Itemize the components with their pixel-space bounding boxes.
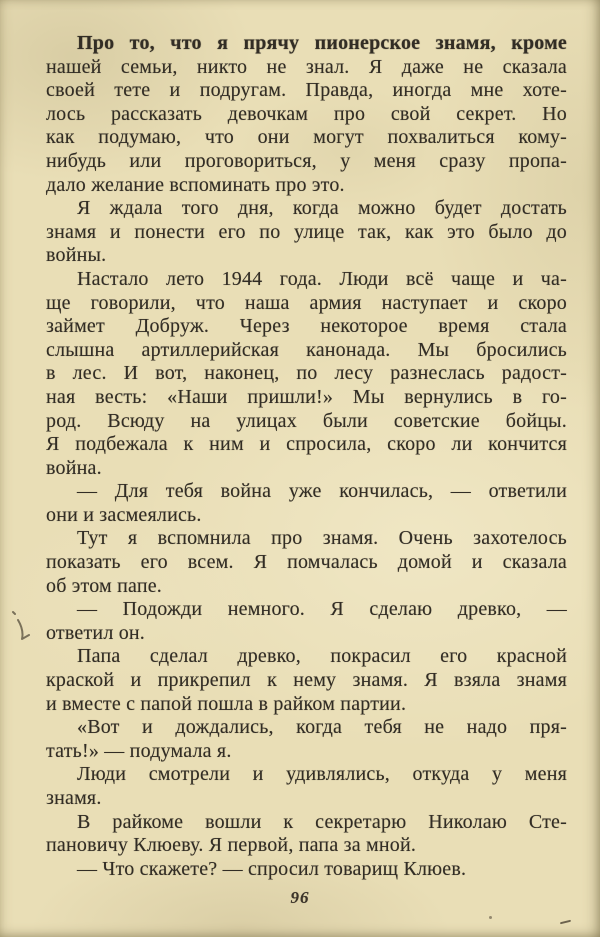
text-line: В райкоме вошли к секретарю Николаю Сте- [77,810,567,833]
text-line: об этом папе. [46,574,163,597]
text-line: Тут я вспомнила про знамя. Очень захотелось [77,527,567,550]
text-line: — Что скажете? — спросил товарищ Клюев. [77,857,467,880]
text-line: они и засмеялись. [46,503,202,526]
text-line: «Вот и дождались, когда тебя не надо пря- [77,716,567,739]
pencil-stroke-icon [10,606,36,654]
text-line: война. [46,456,102,479]
page-number: 96 [290,888,310,907]
text-line: нашей семьи, никто не знал. Я даже не сказала [46,55,567,78]
text-line: краской и прикрепил к нему знамя. Я взяла знамя [46,669,567,692]
ink-dash [560,920,571,925]
text-line: в лес. И вот, наконец, по лесу разнеслась радост- [46,362,567,385]
text-line: Я ждала того дня, когда можно будет достать [77,197,567,220]
text-line: — Подожди немного. Я сделаю древко, — [77,598,567,621]
text-line: род. Всюду на улицах были советские бойцы. [46,409,567,432]
text-line: Про то, что я прячу пионерское знамя, кроме [77,32,567,54]
text-line: ще говорили, что наша армия наступает и скоро [46,291,567,314]
text-line: слышна артиллерийская канонада. Мы бросились [46,338,567,361]
text-line: показать его всем. Я помчалась домой и сказала [46,551,567,574]
text-line: пановичу Клюеву. Я первой, папа за мной. [46,834,417,857]
ink-dot [489,916,492,919]
page-text [46,32,567,881]
text-line: ответил он. [46,621,146,644]
text-line: тать!» — подумала я. [46,739,232,762]
text-line: знамя. [46,787,102,809]
text-line: Настало лето 1944 года. Люди всё чаще и ча- [77,267,567,290]
text-line: займет Добруж. Через некоторое время стала [46,315,567,338]
text-line: нибудь или проговориться, у меня сразу пропа- [46,149,567,172]
text-line: — Для тебя война уже кончилась, — ответили [77,480,567,503]
text-line: Папа сделал древко, покрасил его красной [77,645,567,668]
text-line: Я подбежала к ним и спросила, скоро ли кончится [46,433,567,456]
text-line: лось рассказать девочкам про свой секрет. Но [46,102,567,125]
text-line: знамя и понести его по улице так, как это было до [46,220,567,243]
text-line: ная весть: «Наши пришли!» Мы вернулись в го- [46,385,567,408]
text-line: и вместе с папой пошла в райком партии. [46,692,407,715]
text-line: дало желание вспоминать про это. [46,173,345,196]
text-line: как подумаю, что они могут похвалиться кому- [46,126,567,149]
text-line: Люди смотрели и удивлялись, откуда у меня [77,763,567,786]
text-line: войны. [46,244,107,267]
text-line: своей тете и подругам. Правда, иногда мне хоте- [46,79,567,102]
